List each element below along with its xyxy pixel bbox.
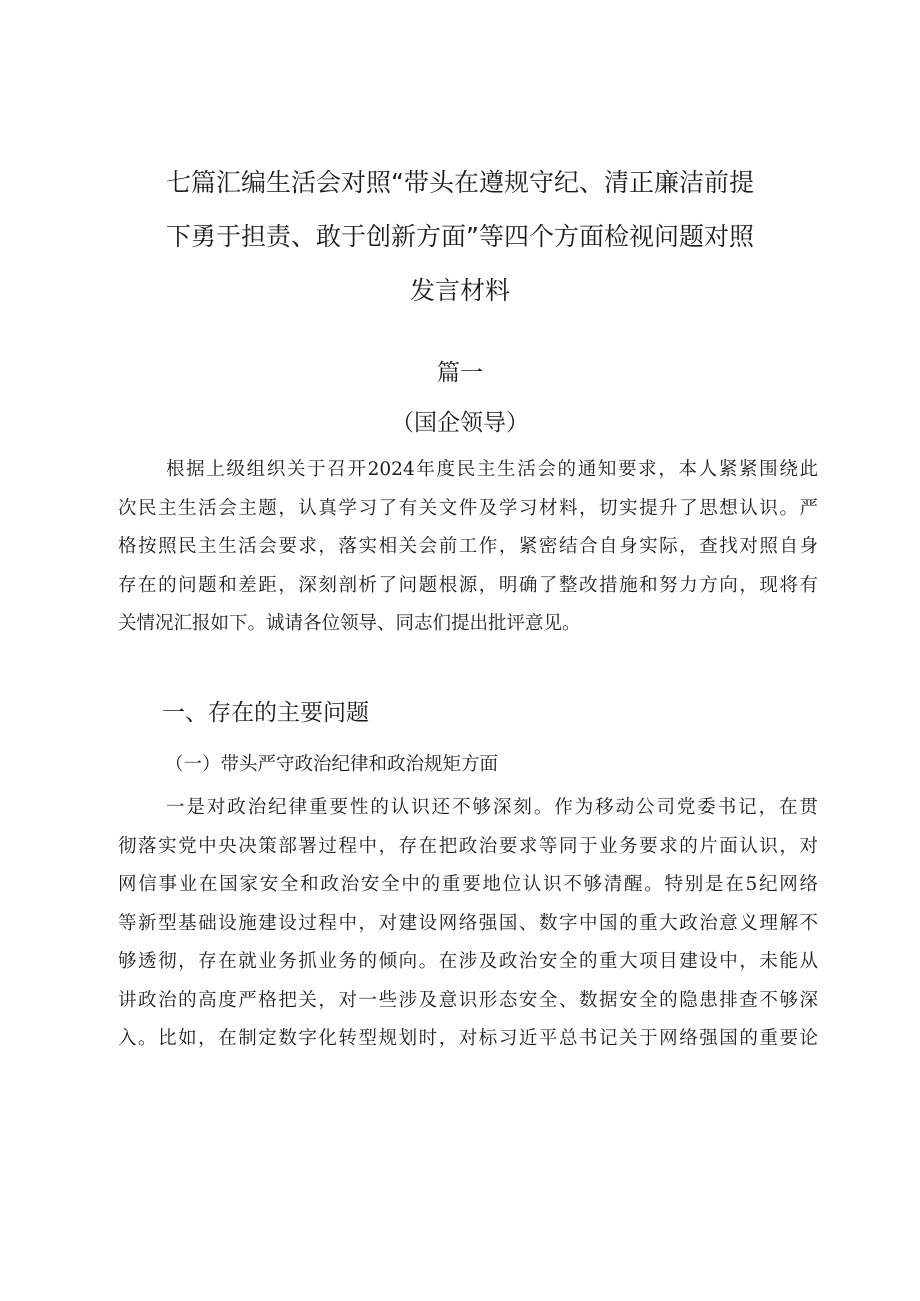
- text-line: 讲政治的高度严格把关，对一些涉及意识形态安全、数据安全的隐患排查不够深: [118, 989, 818, 1011]
- problem-paragraph: [118, 789, 818, 1059]
- document-title: [150, 156, 770, 318]
- text-line: 彻落实党中央决策部署过程中，存在把政治要求等同于业务要求的片面认识，对: [118, 835, 818, 857]
- section-heading: 一、存在的主要问题: [162, 700, 369, 726]
- text-line: 格按照民主生活会要求，落实相关会前工作，紧密结合自身实际，查找对照自身: [118, 536, 818, 557]
- intro-paragraph: [118, 451, 818, 644]
- part-label: 篇一: [437, 360, 483, 386]
- title-line: 下勇于担责、敢于创新方面”等四个方面检视问题对照: [166, 222, 754, 251]
- text-line: 次民主生活会主题，认真学习了有关文件及学习材料，切实提升了思想认识。严: [118, 497, 818, 519]
- text-line: 入。比如，在制定数字化转型规划时，对标习近平总书记关于网络强国的重要论: [118, 1028, 818, 1049]
- subsection-heading: （一）带头严守政治纪律和政治规矩方面: [165, 754, 499, 775]
- title-line: 发言材料: [409, 276, 510, 305]
- part-subtitle: （国企领导）: [391, 410, 529, 436]
- title-line: 七篇汇编生活会对照“带头在遵规守纪、清正廉洁前提: [166, 168, 754, 197]
- text-line: 一是对政治纪律重要性的认识还不够深刻。作为移动公司党委书记，在贯: [166, 797, 818, 818]
- text-line: 根据上级组织关于召开2024年度民主生活会的通知要求，本人紧紧围绕此: [166, 459, 818, 480]
- text-line: 够透彻，存在就业务抓业务的倾向。在涉及政治安全的重大项目建设中，未能从: [118, 951, 818, 972]
- text-line: 网信事业在国家安全和政治安全中的重要地位认识不够清醒。特别是在5纪网络: [118, 874, 818, 895]
- text-line: 等新型基础设施建设过程中，对建设网络强国、数字中国的重大政治意义理解不: [118, 912, 818, 934]
- text-line: 存在的问题和差距，深刻剖析了问题根源，明确了整改措施和努力方向，现将有: [118, 574, 818, 596]
- text-line: 关情况汇报如下。诚请各位领导、同志们提出批评意见。: [118, 613, 581, 634]
